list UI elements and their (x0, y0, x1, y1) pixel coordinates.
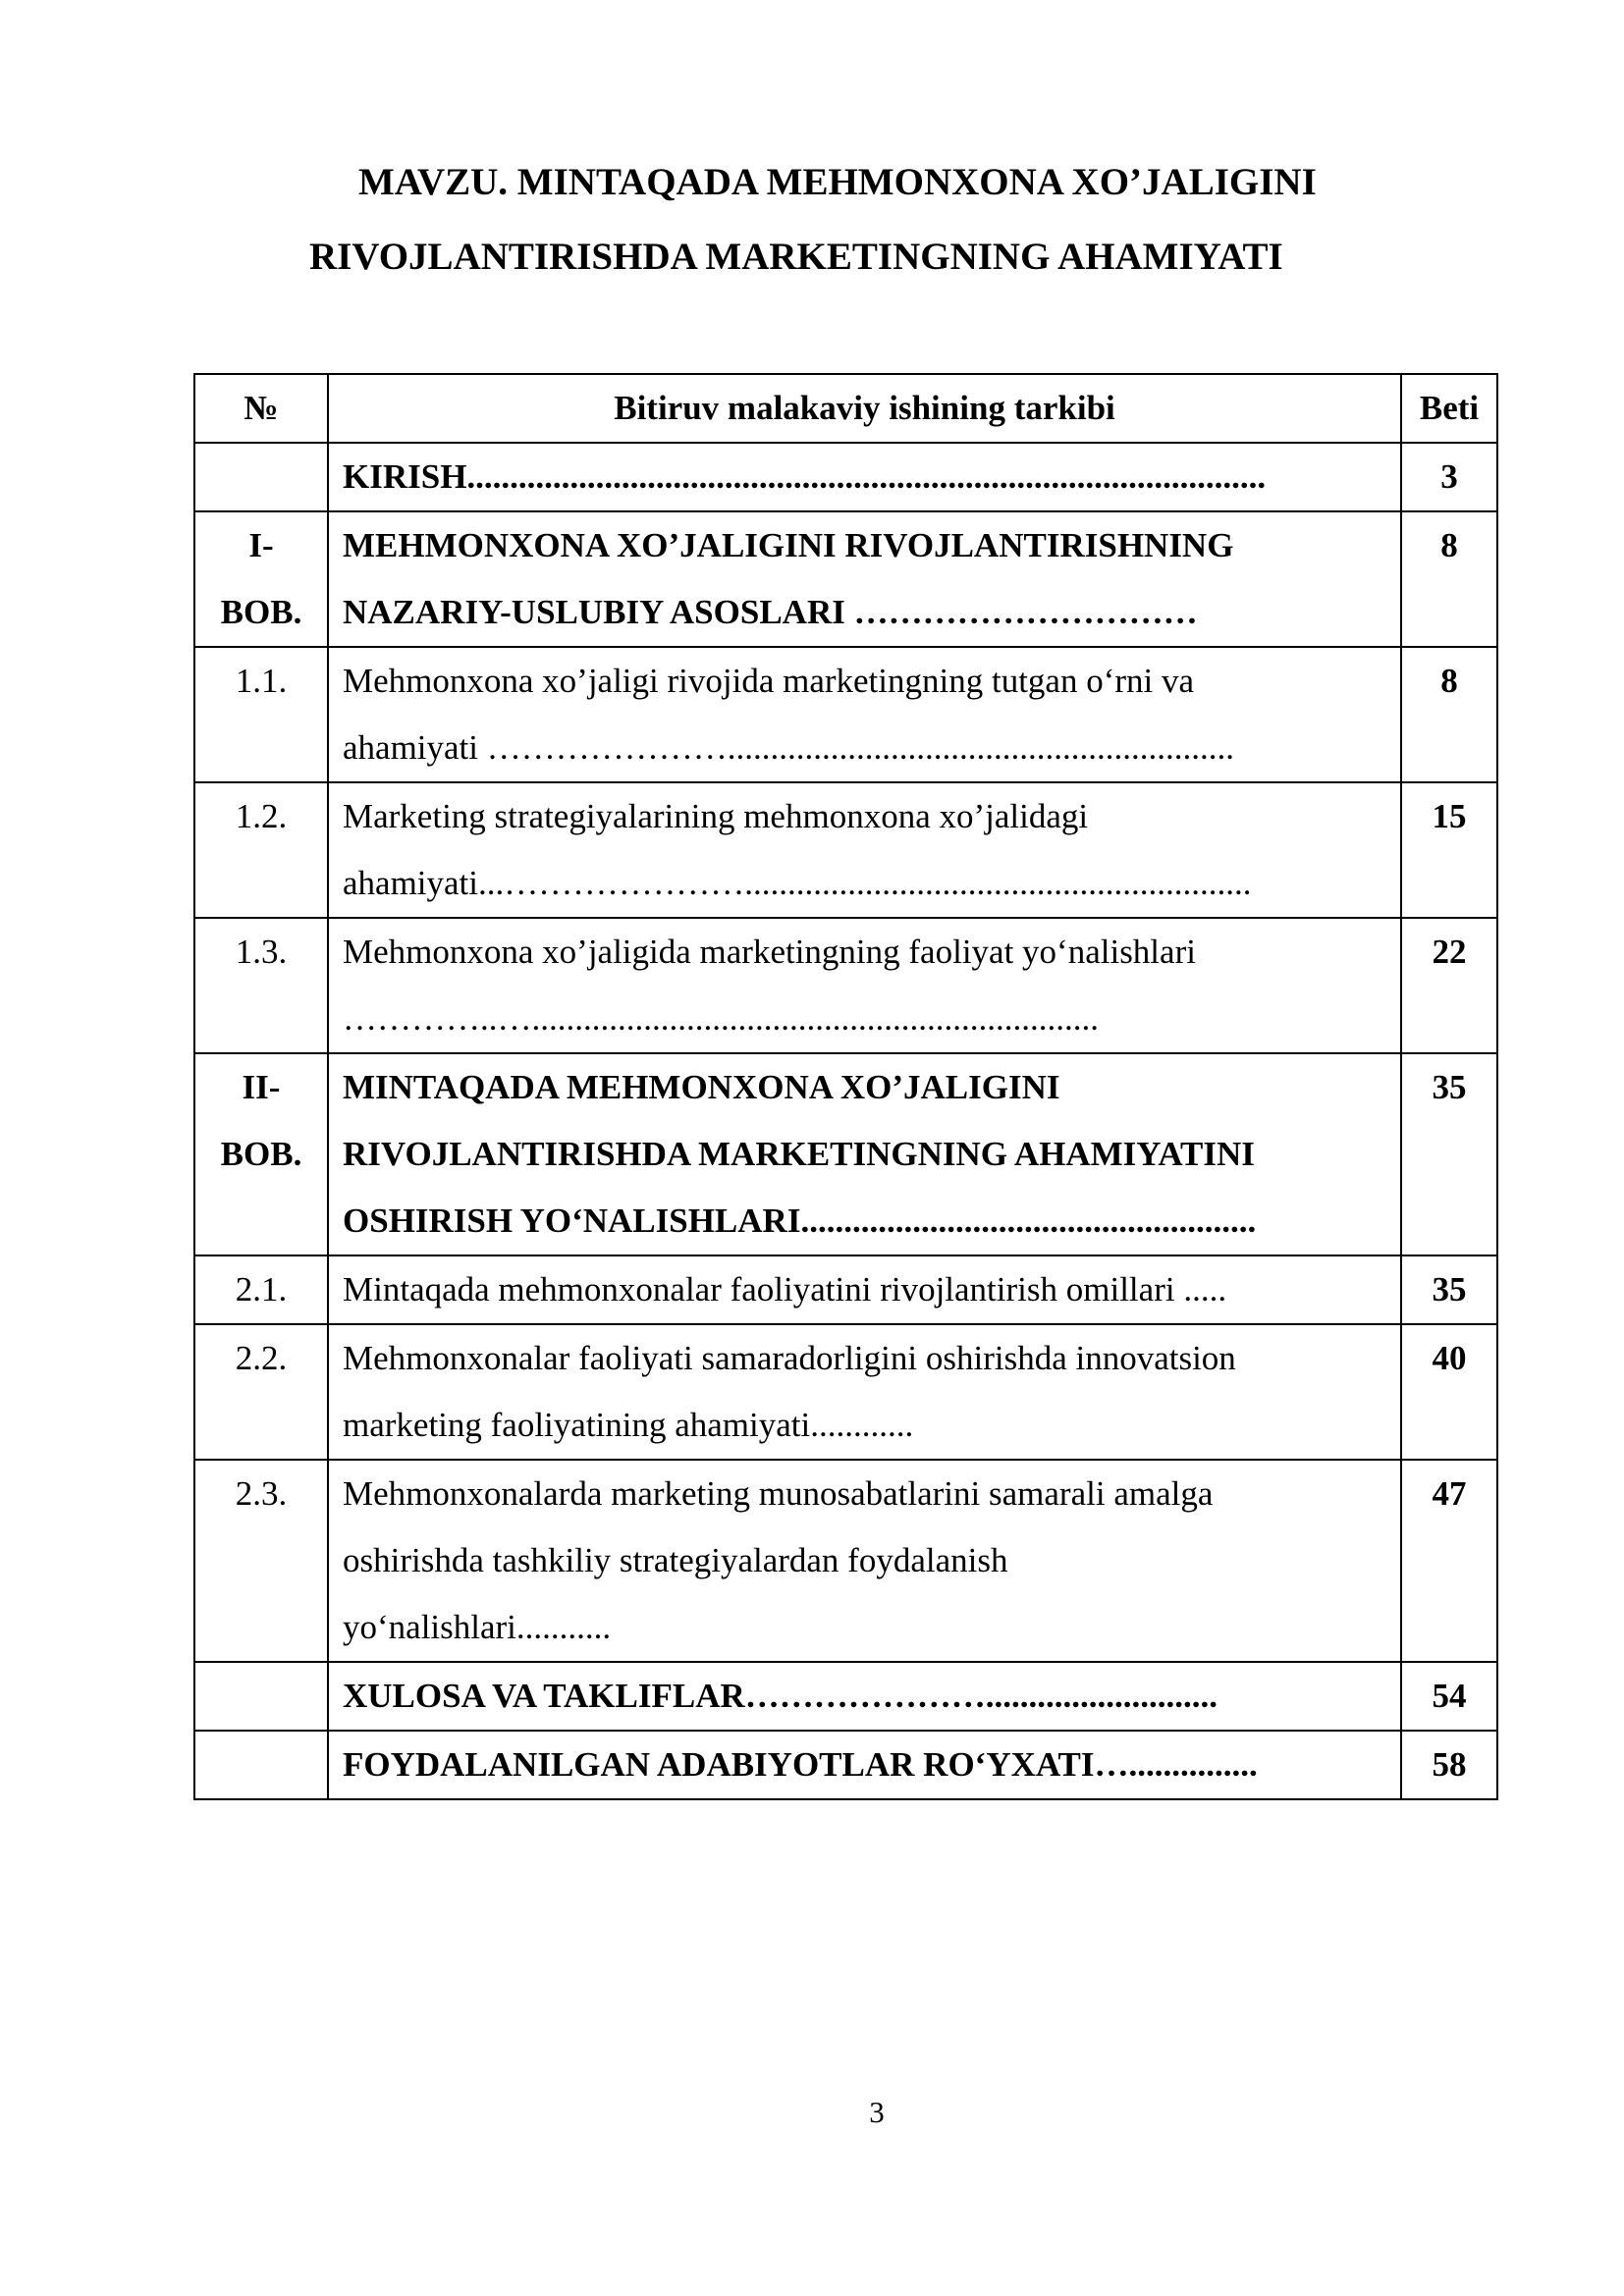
row-content-line: Mehmonxonalarda marketing munosabatlarini samarali amalga (343, 1474, 1214, 1513)
row-content (328, 443, 1401, 511)
row-number: 2.3. (194, 1460, 328, 1662)
row-content-line: Mehmonxona xo’jaligida marketingning faoliyat yo‘nalishlari (343, 933, 1196, 971)
table-row (194, 1662, 1497, 1731)
table-of-contents (193, 373, 1498, 1800)
row-number-line: BOB. (220, 1135, 302, 1173)
row-content-line: ahamiyati...…………………........................................................... (343, 864, 1252, 902)
row-number-line: BOB. (220, 593, 302, 631)
row-page: 8 (1401, 647, 1497, 782)
table-row (194, 782, 1497, 918)
row-content-line: OSHIRISH YO‘NALISHLARI..................................................... (343, 1201, 1257, 1240)
row-content-line: …………..….................................................................. (343, 999, 1099, 1038)
row-content (328, 1662, 1401, 1731)
row-page: 3 (1401, 443, 1497, 511)
row-content (328, 1460, 1401, 1662)
row-number (194, 1662, 328, 1731)
row-content (328, 511, 1401, 647)
row-page: 40 (1401, 1324, 1497, 1460)
row-content-line: RIVOJLANTIRISHDA MARKETINGNING AHAMIYATINI (343, 1135, 1255, 1173)
row-content (328, 1053, 1401, 1255)
header-page: Beti (1401, 374, 1497, 443)
row-number: 1.2. (194, 782, 328, 918)
row-number (194, 443, 328, 511)
table-row (194, 1460, 1497, 1662)
row-content (328, 1324, 1401, 1460)
table-row (194, 1324, 1497, 1460)
row-content (328, 1255, 1401, 1324)
row-number: 2.1. (194, 1255, 328, 1324)
row-number (194, 511, 328, 647)
row-content-line: KIRISH............................................................................................. (343, 457, 1267, 496)
table-row (194, 1731, 1497, 1799)
page-number: 3 (869, 2095, 885, 2129)
row-page: 54 (1401, 1662, 1497, 1731)
row-content-line: Mintaqada mehmonxonalar faoliyatini rivojlantirish omillari ..... (343, 1270, 1227, 1308)
table-row (194, 647, 1497, 782)
row-content (328, 647, 1401, 782)
row-content-line: oshirishda tashkiliy strategiyalardan foydalanish (343, 1541, 1008, 1579)
row-number-line: II- (242, 1068, 281, 1106)
table-row (194, 443, 1497, 511)
row-number: 2.2. (194, 1324, 328, 1460)
header-content: Bitiruv malakaviy ishining tarkibi (328, 374, 1401, 443)
row-number-line: I- (248, 526, 274, 564)
row-page: 47 (1401, 1460, 1497, 1662)
row-number: 1.1. (194, 647, 328, 782)
header-num: № (194, 374, 328, 443)
row-page: 58 (1401, 1731, 1497, 1799)
row-content-line: MINTAQADA MEHMONXONA XO’JALIGINI (343, 1068, 1060, 1106)
title-line-2: RIVOJLANTIRISHDA MARKETINGNING AHAMIYATI (309, 236, 1283, 278)
row-content-line: FOYDALANILGAN ADABIYOTLAR RO‘YXATI…............... (343, 1745, 1258, 1784)
row-content (328, 918, 1401, 1053)
toc-body (194, 443, 1497, 1799)
row-content-line: marketing faoliyatining ahamiyati............ (343, 1406, 914, 1444)
row-page: 22 (1401, 918, 1497, 1053)
title-line-1: MAVZU. MINTAQADA MEHMONXONA XO’JALIGINI (358, 161, 1317, 203)
row-content-line: yo‘nalishlari........... (343, 1608, 612, 1646)
row-content-line: Marketing strategiyalarining mehmonxona xo’jalidagi (343, 797, 1089, 835)
row-content (328, 1731, 1401, 1799)
row-number (194, 1731, 328, 1799)
table-row (194, 918, 1497, 1053)
row-page: 15 (1401, 782, 1497, 918)
table-row (194, 1053, 1497, 1255)
row-content-line: MEHMONXONA XO’JALIGINI RIVOJLANTIRISHNING (343, 526, 1234, 564)
row-content (328, 782, 1401, 918)
row-page: 35 (1401, 1255, 1497, 1324)
table-row (194, 511, 1497, 647)
row-page: 35 (1401, 1053, 1497, 1255)
row-number: 1.3. (194, 918, 328, 1053)
table-row (194, 1255, 1497, 1324)
row-content-line: ahamiyati …………………........................................................... (343, 728, 1235, 767)
row-number (194, 1053, 328, 1255)
row-content-line: NAZARIY-USLUBIY ASOSLARI ………………………… (343, 593, 1198, 631)
document-title (0, 145, 1624, 294)
row-content-line: Mehmonxonalar faoliyati samaradorligini oshirishda innovatsion (343, 1339, 1236, 1377)
toc-header-row (194, 374, 1497, 443)
row-content-line: Mehmonxona xo’jaligi rivojida marketingning tutgan o‘rni va (343, 662, 1195, 700)
row-content-line: XULOSA VA TAKLIFLAR…………………........................... (343, 1677, 1218, 1715)
row-page: 8 (1401, 511, 1497, 647)
